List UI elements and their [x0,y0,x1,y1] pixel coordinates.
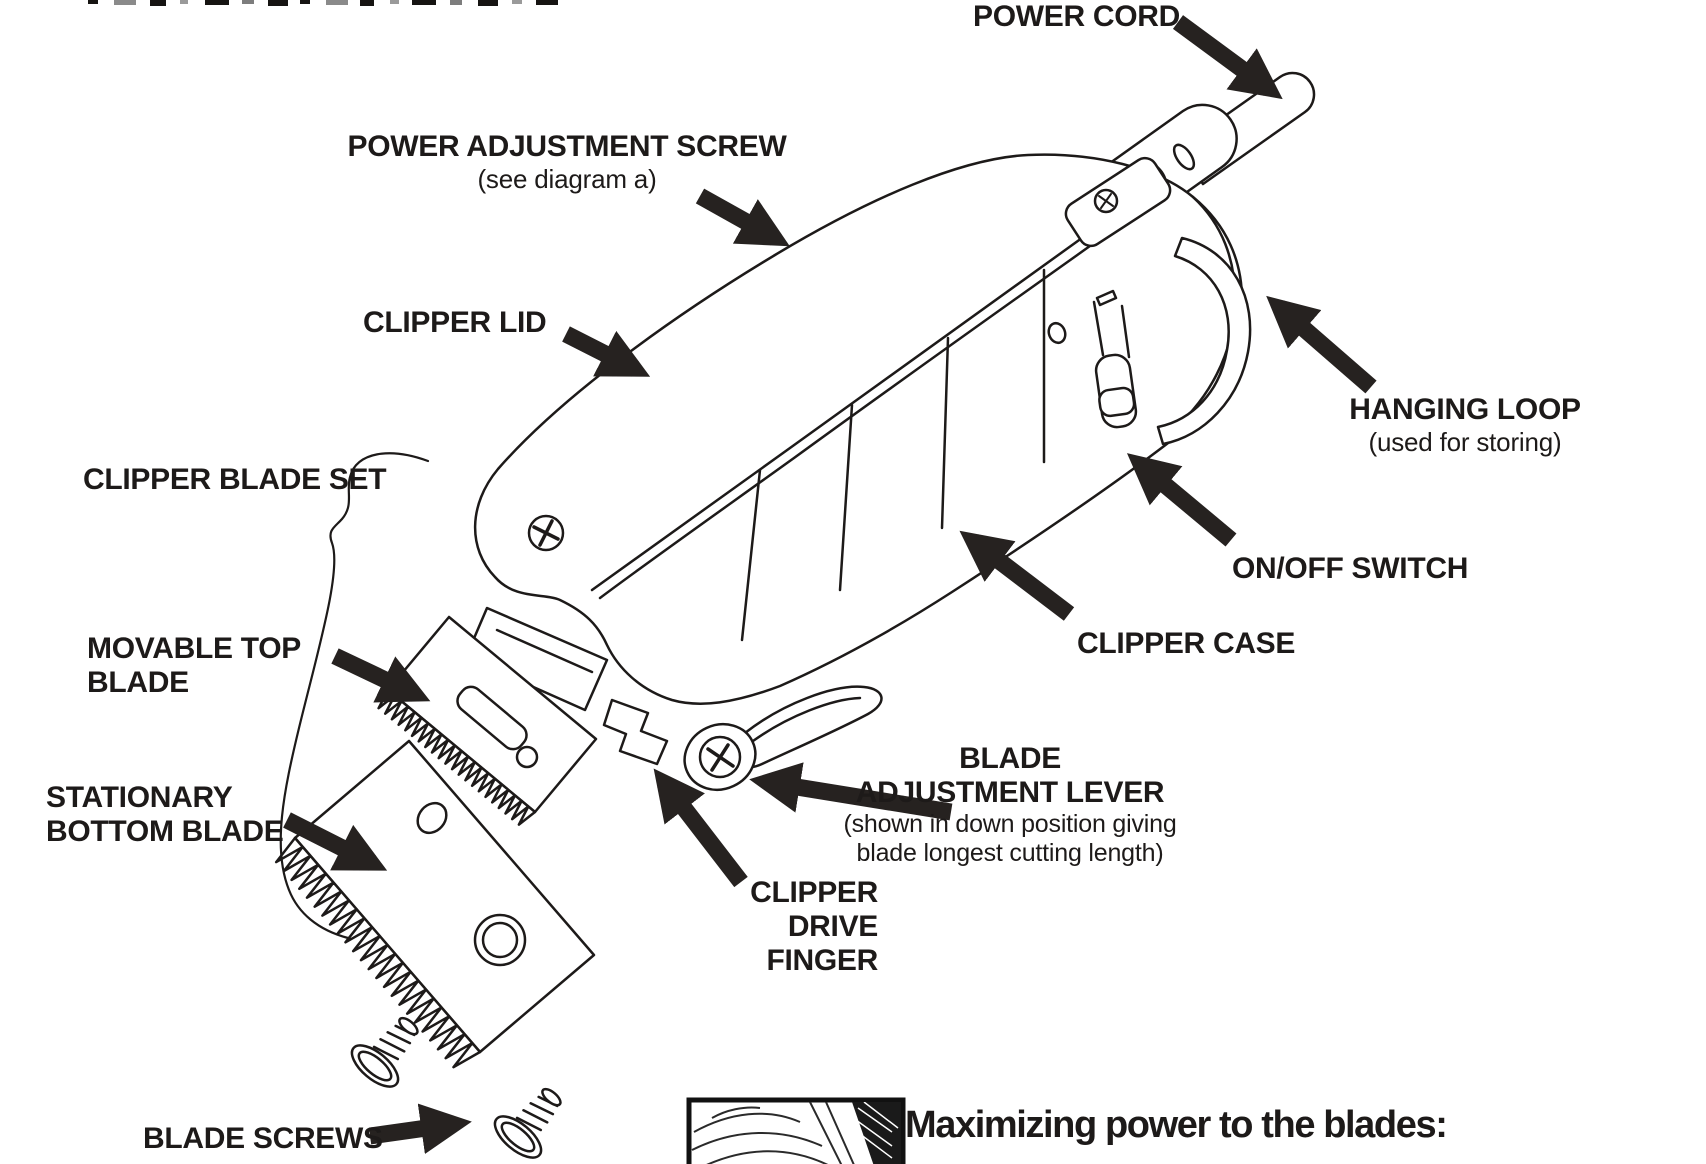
label-blade-screws [143,1122,383,1156]
label-text: CLIPPER [750,876,878,909]
label-text: HANGING LOOP [1349,393,1581,426]
arrow-power-adjustment-screw [700,196,775,238]
label-text: POWER ADJUSTMENT SCREW [347,130,787,163]
label-on-off-switch [1232,552,1468,586]
arrow-clipper-lid [566,334,635,369]
label-blade-adjustment-lever [830,742,1190,868]
label-text: BOTTOM BLADE [46,815,284,848]
label-clipper-case [1077,627,1295,661]
blade-screw-art [488,1075,576,1164]
label-text: ADJUSTMENT LEVER [855,776,1165,809]
label-text: POWER CORD [973,0,1181,33]
label-subtext: blade longest cutting length) [856,839,1164,867]
arrow-hanging-loop [1279,307,1371,387]
label-text: CLIPPER LID [363,306,547,339]
arrow-clipper-drive-finger [664,782,741,882]
label-power-adjustment-screw [300,130,834,194]
label-subtext: (shown in down position giving [843,810,1177,838]
heading-text: Maximizing power to the blades: [905,1104,1447,1146]
section-heading-maximizing-power [905,1104,1446,1146]
label-clipper-drive-finger [700,876,878,978]
label-text: BLADE SCREWS [143,1122,383,1155]
arrow-clipper-case [973,541,1069,614]
label-text: STATIONARY [46,781,233,814]
label-text: ON/OFF SWITCH [1232,552,1469,585]
label-text: MOVABLE TOP [87,632,301,665]
arrow-blade-screws [370,1124,455,1136]
label-subtext: (used for storing) [1368,427,1562,457]
clipper-drive-finger-art [604,700,667,764]
label-stationary-bottom-blade [46,781,284,849]
arrow-on-off-switch [1140,464,1231,540]
label-clipper-blade-set [83,463,386,497]
label-text: BLADE [87,666,189,699]
label-text: FINGER [766,944,878,977]
arrow-power-cord [1178,22,1269,89]
inset-figure [689,1100,903,1164]
label-text: CLIPPER BLADE SET [83,463,387,496]
blade-set-art [276,617,596,1164]
label-movable-top-blade [87,632,301,700]
label-text: BLADE [959,742,1061,775]
label-clipper-lid [363,306,546,340]
label-subtext: (see diagram a) [477,164,657,194]
label-power-cord [973,0,1180,34]
label-text: DRIVE [787,910,878,943]
label-hanging-loop [1340,393,1590,457]
cutoff-title-fragments [88,0,558,6]
label-text: CLIPPER CASE [1077,627,1296,660]
